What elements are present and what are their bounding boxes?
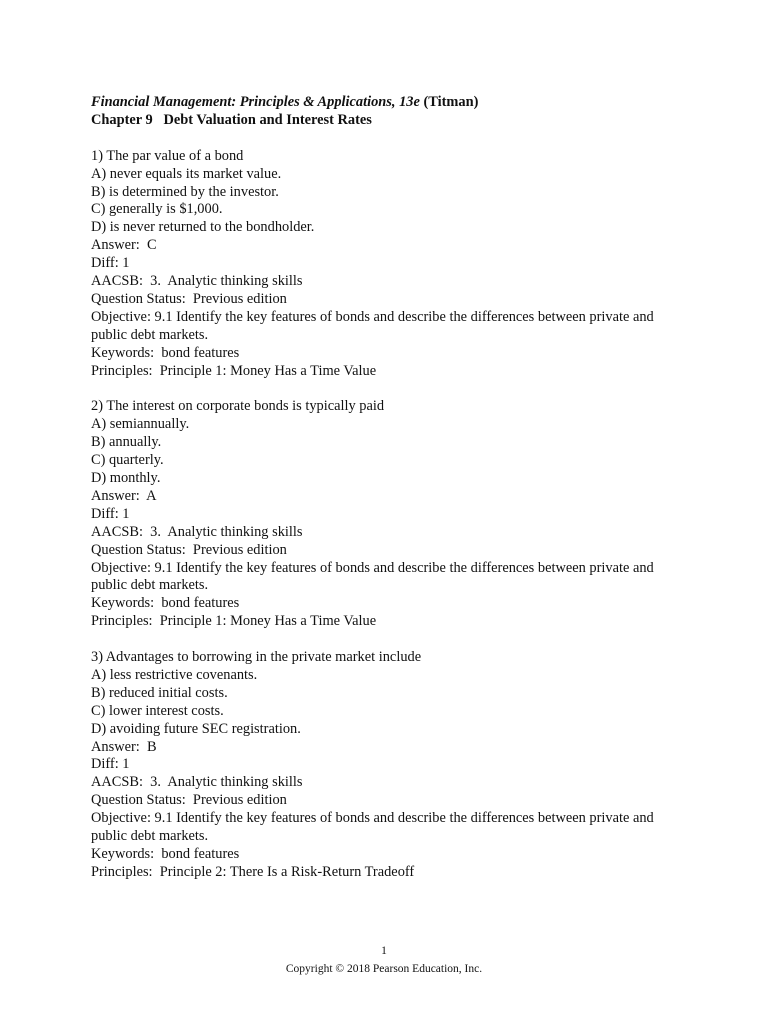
aacsb-tag: AACSB: 3. Analytic thinking skills <box>91 523 303 540</box>
page-number: 1 <box>381 945 387 957</box>
principles: Principles: Principle 2: There Is a Risk-Return Tradeoff <box>91 863 415 880</box>
answer-option: C) quarterly. <box>91 452 164 469</box>
chapter-title: Chapter 9 Debt Valuation and Interest Rates <box>91 111 372 128</box>
book-title: Financial Management: Principles & Applications, 13e <box>91 94 420 110</box>
answer-option: B) is determined by the investor. <box>91 183 279 200</box>
answer-option: B) annually. <box>91 434 162 451</box>
objective: Objective: 9.1 Identify the key features of bonds and describe the differences between private and public debt markets. <box>91 810 654 845</box>
difficulty: Diff: 1 <box>91 505 130 522</box>
copyright-notice: Copyright © 2018 Pearson Education, Inc. <box>285 963 483 975</box>
question-block <box>91 148 691 381</box>
question-stem: 3) Advantages to borrowing in the private market include <box>91 649 422 666</box>
principles: Principles: Principle 1: Money Has a Time Value <box>91 362 377 379</box>
keywords: Keywords: bond features <box>91 595 240 612</box>
question-block <box>91 649 691 882</box>
aacsb-tag: AACSB: 3. Analytic thinking skills <box>91 774 303 791</box>
question-stem: 2) The interest on corporate bonds is typically paid <box>91 398 385 415</box>
keywords: Keywords: bond features <box>91 344 240 361</box>
question-stem: 1) The par value of a bond <box>91 147 244 164</box>
book-author: (Titman) <box>419 94 479 110</box>
book-header <box>91 94 691 112</box>
answer-option: C) lower interest costs. <box>91 702 224 719</box>
document-page <box>91 94 691 882</box>
answer-option: A) less restrictive covenants. <box>91 666 258 683</box>
answer-option: A) never equals its market value. <box>91 165 282 182</box>
difficulty: Diff: 1 <box>91 756 130 773</box>
answer-option: C) generally is $1,000. <box>91 201 223 218</box>
answer-option: D) monthly. <box>91 470 161 486</box>
spacer <box>91 130 691 148</box>
spacer <box>91 380 691 398</box>
answer-key: Answer: C <box>91 237 157 254</box>
answer-key: Answer: A <box>91 487 157 504</box>
keywords: Keywords: bond features <box>91 846 240 863</box>
principles: Principles: Principle 1: Money Has a Time Value <box>91 613 377 630</box>
answer-key: Answer: B <box>91 738 157 755</box>
answer-option: A) semiannually. <box>91 416 190 433</box>
aacsb-tag: AACSB: 3. Analytic thinking skills <box>91 273 303 290</box>
question-block <box>91 398 691 631</box>
answer-option: D) avoiding future SEC registration. <box>91 720 301 737</box>
answer-option: B) reduced initial costs. <box>91 684 228 701</box>
objective: Objective: 9.1 Identify the key features of bonds and describe the differences between private and public debt markets. <box>91 559 654 594</box>
question-status: Question Status: Previous edition <box>91 290 287 307</box>
question-status: Question Status: Previous edition <box>91 792 287 809</box>
difficulty: Diff: 1 <box>91 255 130 272</box>
spacer <box>91 631 691 649</box>
answer-option: D) is never returned to the bondholder. <box>91 219 315 236</box>
question-status: Question Status: Previous edition <box>91 541 287 558</box>
objective: Objective: 9.1 Identify the key features of bonds and describe the differences between private and public debt markets. <box>91 308 654 343</box>
